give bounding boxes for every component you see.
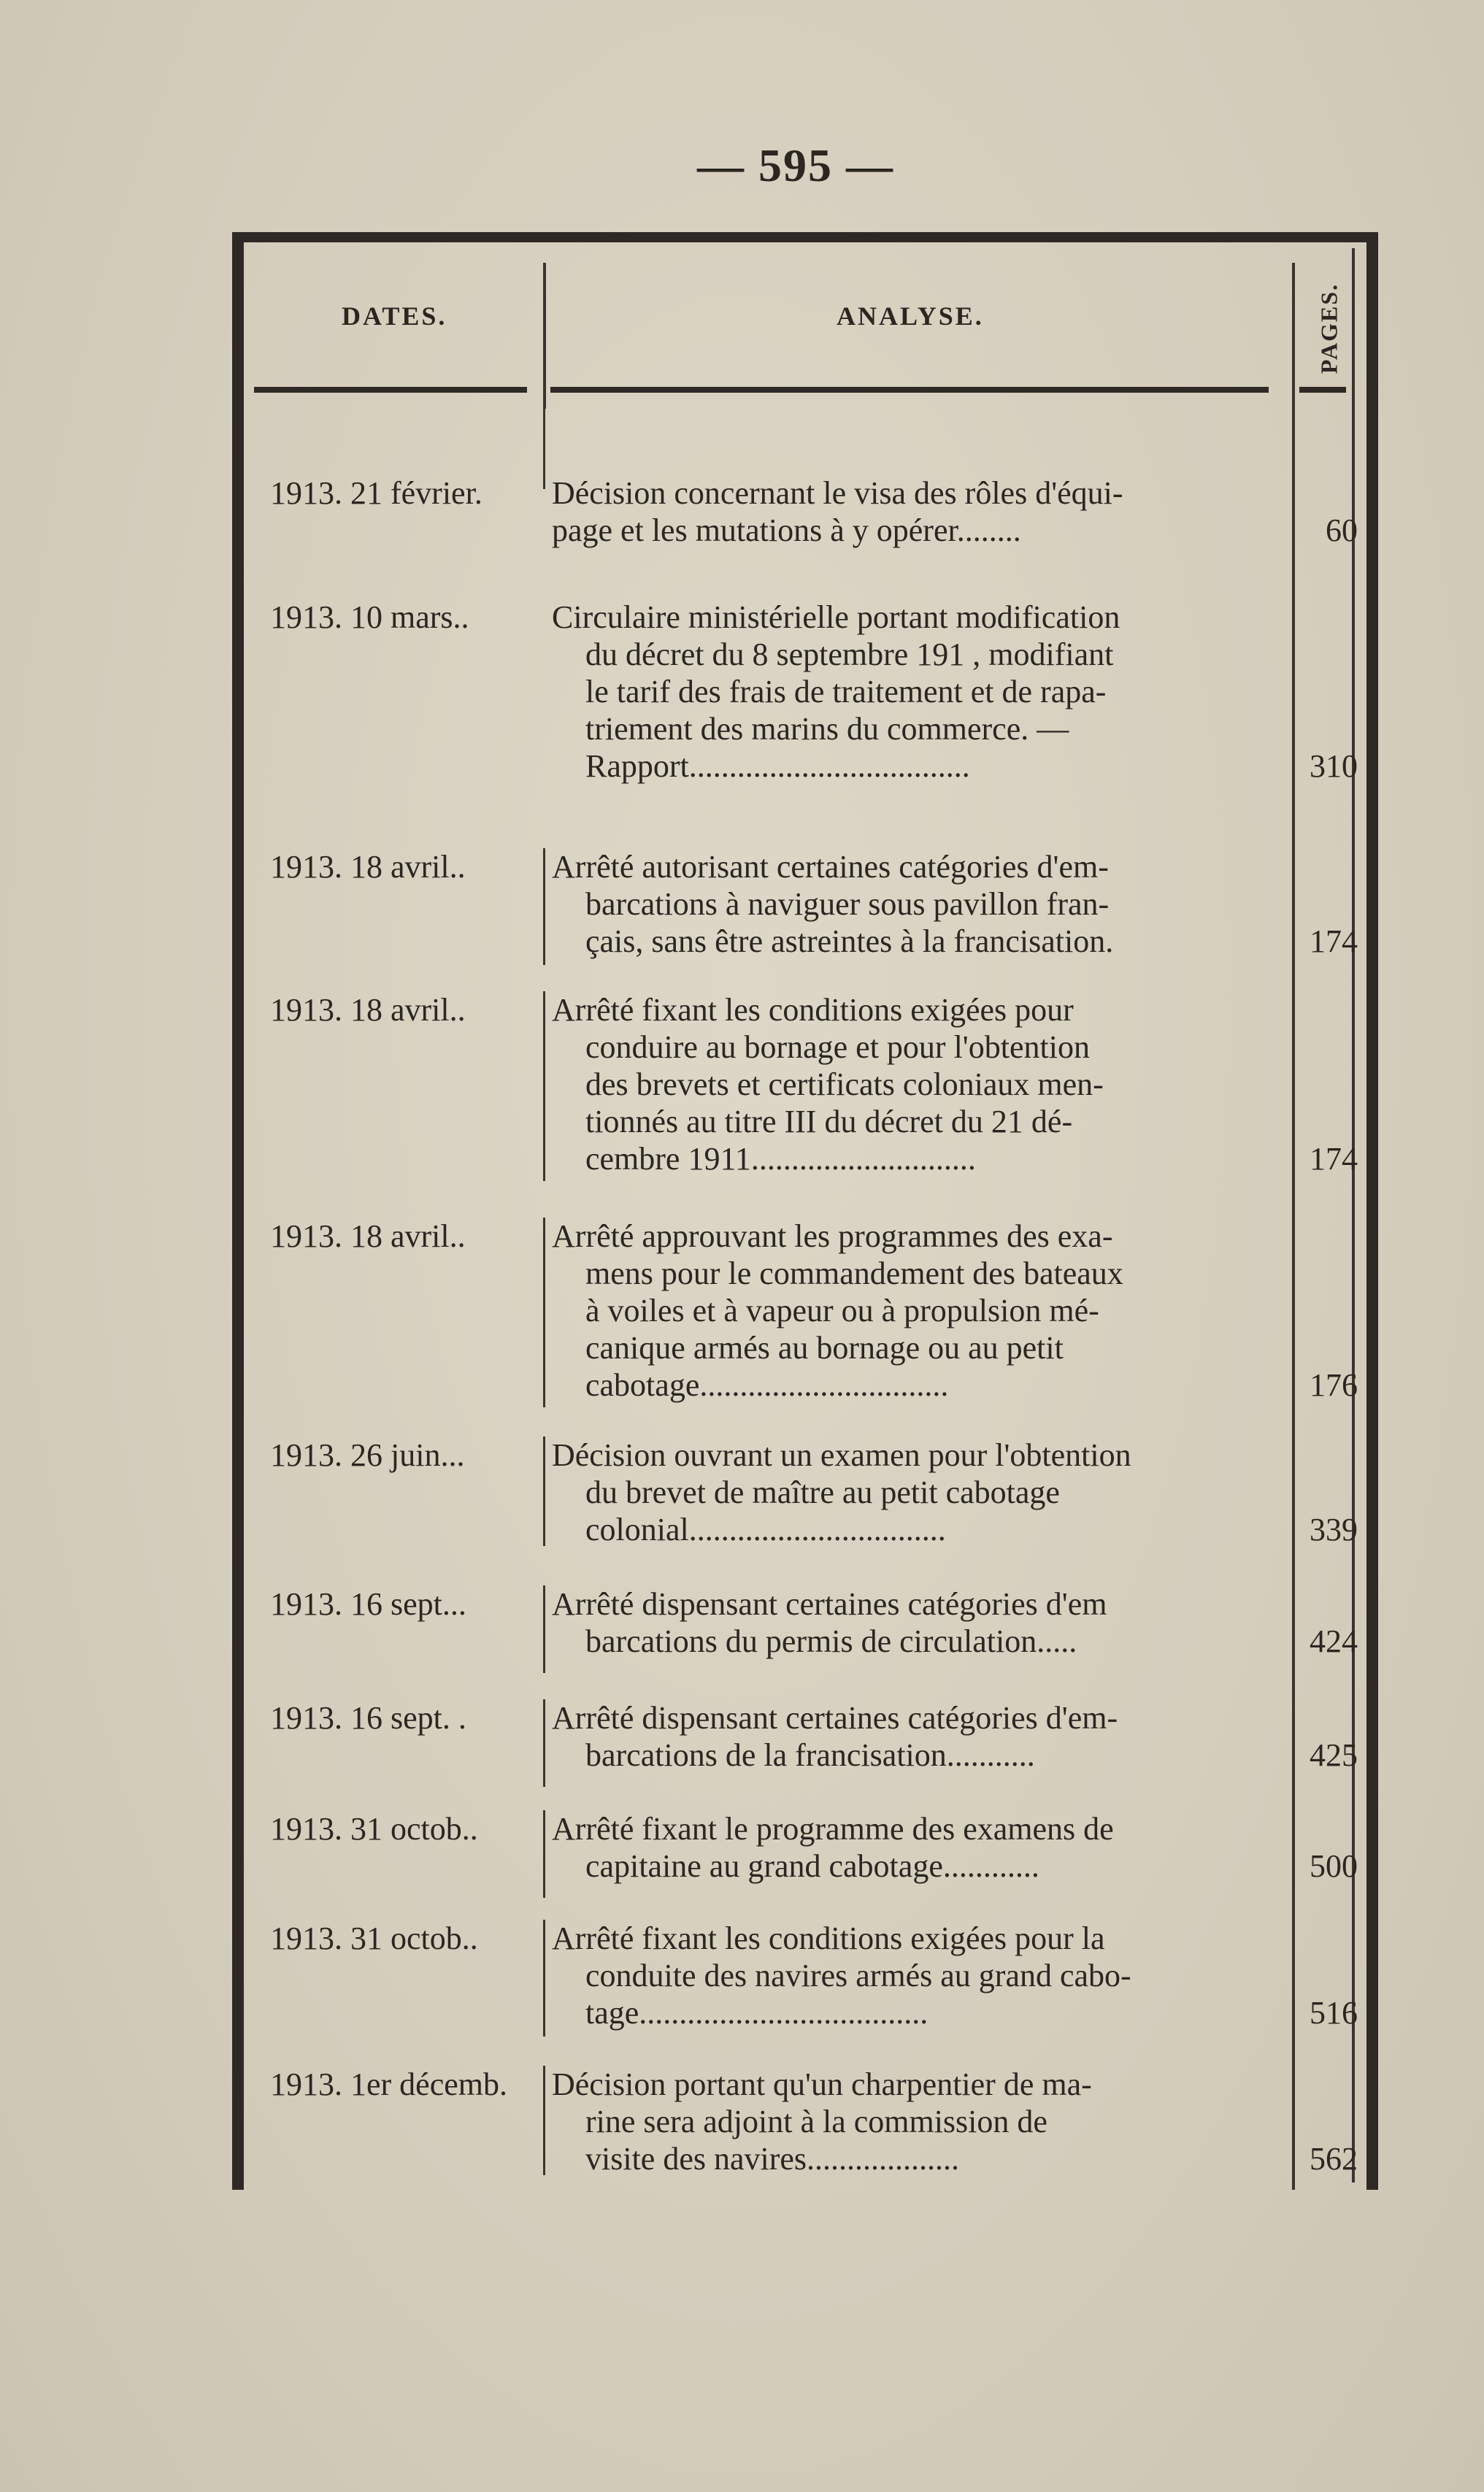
row-separator (543, 2066, 545, 2175)
analysis-line: Décision ouvrant un examen pour l'obtention (552, 1437, 1131, 1473)
table-bottom-cap (232, 2183, 244, 2190)
analysis-line: Arrêté approuvant les programmes des exa- (552, 1218, 1113, 1254)
analysis-line: Rapport................................... (585, 748, 970, 784)
entry-page: 310 (1310, 748, 1358, 784)
analysis-line: rine sera adjoint à la commission de (585, 2104, 1047, 2139)
entry-page: 516 (1310, 1995, 1358, 2031)
header-rule-analyse (550, 387, 1269, 393)
analysis-line: à voiles et à vapeur ou à propulsion mé- (585, 1293, 1099, 1328)
analysis-line: des brevets et certificats coloniaux men- (585, 1066, 1104, 1102)
row-separator (543, 1810, 545, 1898)
pages-column-separator (1292, 263, 1295, 2190)
page-number: — 595 — (697, 139, 894, 191)
row-separator (543, 1437, 545, 1546)
entry-analysis (552, 599, 1282, 785)
header-rule-pages (1299, 387, 1346, 393)
row-separator (543, 1699, 545, 1787)
entry-date: 1913. 31 octob.. (270, 1811, 478, 1847)
analysis-line: barcations à naviguer sous pavillon fran- (585, 886, 1110, 922)
entry-page: 174 (1310, 923, 1358, 959)
analysis-line: du décret du 8 septembre 191 , modifiant (585, 637, 1114, 672)
header-pages-cell (1296, 277, 1362, 380)
analysis-line: capitaine au grand cabotage............ (585, 1848, 1039, 1884)
entry-analysis (552, 1437, 1282, 1548)
header-rule-dates (254, 387, 527, 393)
analysis-line: tionnés au titre III du décret du 21 dé- (585, 1104, 1073, 1139)
analysis-line: conduite des navires armés au grand cabo- (585, 1958, 1131, 1993)
analysis-line: tage.................................... (585, 1995, 929, 2031)
entry-analysis (552, 1218, 1282, 1404)
analysis-line: mens pour le commandement des bateaux (585, 1255, 1123, 1291)
analysis-line: conduire au bornage et pour l'obtention (585, 1029, 1090, 1065)
row-separator (543, 1920, 545, 2037)
header-analyse: ANALYSE. (837, 301, 984, 331)
entry-analysis (552, 474, 1282, 549)
analysis-line: canique armés au bornage ou au petit (585, 1330, 1064, 1366)
entry-page: 174 (1310, 1141, 1358, 1177)
entry-analysis (552, 2066, 1282, 2177)
analysis-line: Arrêté fixant les conditions exigées pour la (552, 1920, 1105, 1956)
entry-date: 1913. 21 février. (270, 475, 483, 511)
analysis-line: barcations du permis de circulation..... (585, 1623, 1077, 1659)
entry-analysis (552, 1699, 1282, 1774)
analysis-line: Arrêté fixant le programme des examens de (552, 1811, 1114, 1847)
entry-page: 176 (1310, 1367, 1358, 1403)
entry-page: 60 (1326, 512, 1358, 548)
analysis-line: du brevet de maître au petit cabotage (585, 1474, 1060, 1510)
entry-analysis (552, 1920, 1282, 2031)
entry-date: 1913. 18 avril.. (270, 992, 466, 1028)
row-separator (543, 1218, 545, 1407)
row-separator (543, 848, 545, 965)
analysis-line: colonial................................ (585, 1512, 946, 1547)
entry-page: 424 (1310, 1623, 1358, 1659)
analysis-line: Arrêté dispensant certaines catégories d'em (552, 1586, 1107, 1622)
row-separator (543, 1585, 545, 1673)
analysis-line: çais, sans être astreintes à la francisation. (585, 923, 1114, 959)
entry-date: 1913. 10 mars.. (270, 599, 469, 635)
entry-date: 1913. 1er décemb. (270, 2066, 507, 2102)
analysis-line: page et les mutations à y opérer........ (552, 512, 1021, 548)
entry-date: 1913. 16 sept. . (270, 1700, 466, 1736)
analysis-line: Arrêté fixant les conditions exigées pour (552, 992, 1074, 1028)
analysis-line: Arrêté autorisant certaines catégories d'em- (552, 849, 1109, 885)
entry-page: 562 (1310, 2141, 1358, 2177)
analysis-line: Décision concernant le visa des rôles d'équi- (552, 475, 1123, 511)
analysis-line: le tarif des frais de traitement et de rapa- (585, 674, 1107, 709)
entry-date: 1913. 16 sept... (270, 1586, 466, 1622)
entry-page: 339 (1310, 1512, 1358, 1547)
entry-analysis (552, 1585, 1282, 1660)
entry-date: 1913. 31 octob.. (270, 1920, 478, 1956)
entry-date: 1913. 26 juin... (270, 1437, 465, 1473)
row-separator (543, 409, 545, 489)
entry-date: 1913. 18 avril.. (270, 849, 466, 885)
entry-page: 500 (1310, 1848, 1358, 1884)
entry-date: 1913. 18 avril.. (270, 1218, 466, 1254)
header-pages: PAGES. (1315, 282, 1342, 374)
table-left-rule (232, 232, 244, 2190)
analysis-line: barcations de la francisation........... (585, 1737, 1035, 1773)
row-separator (543, 991, 545, 1181)
header-column-separator (543, 263, 546, 409)
entry-page: 425 (1310, 1737, 1358, 1773)
analysis-line: Décision portant qu'un charpentier de ma- (552, 2066, 1092, 2102)
header-dates: DATES. (342, 301, 447, 331)
table-right-rule (1366, 232, 1378, 2190)
analysis-line: triement des marins du commerce. — (585, 711, 1069, 747)
analysis-line: Arrêté dispensant certaines catégories d'em- (552, 1700, 1118, 1736)
entry-analysis (552, 991, 1282, 1177)
entry-analysis (552, 1810, 1282, 1885)
analysis-line: cabotage............................... (585, 1367, 949, 1403)
analysis-line: cembre 1911............................ (585, 1141, 976, 1177)
table-top-rule (232, 232, 1378, 242)
analysis-line: visite des navires................... (585, 2141, 960, 2177)
entry-analysis (552, 848, 1282, 960)
analysis-line: Circulaire ministérielle portant modification (552, 599, 1120, 635)
